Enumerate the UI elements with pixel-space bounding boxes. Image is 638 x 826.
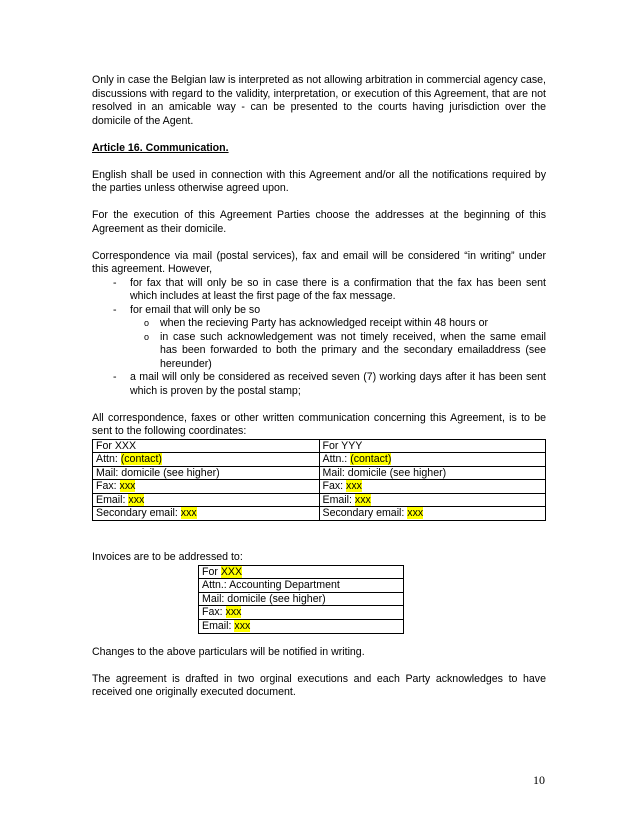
invoices-paragraph: Invoices are to be addressed to: [92,551,243,564]
table-row [199,565,404,579]
bullet-mail [92,371,546,398]
dash-marker: - [113,371,117,383]
invoice-table [198,565,404,634]
bullet-fax-text: for fax that will only be so in case there is a confirmation that the fax has been sent which includes at least the first page of the fax message. [130,276,546,302]
highlight-placeholder: xxx [128,493,145,506]
sub-bullet-forwarded [92,331,546,372]
highlight-placeholder: xxx [354,493,371,506]
table-cell: Mail: domicile (see higher) [93,466,320,480]
table-cell: Email: xxx [319,493,546,507]
correspondence-paragraph: Correspondence via mail (postal services), fax and email will be considered “in writing” under this agreement. However, [92,249,546,275]
highlight-placeholder: xxx [180,507,197,520]
addresses-paragraph: For the execution of this Agreement Parties choose the addresses at the beginning of this Agreement as their domicile. [92,209,546,235]
sub-bullet-acknowledged [92,317,546,331]
table-cell: For XXX [93,439,320,453]
page-number: 10 [533,773,545,787]
table-cell: Mail: domicile (see higher) [199,592,404,606]
dash-marker: - [113,303,117,316]
table-row [93,439,546,453]
bullet-email [92,304,546,318]
table-cell: Attn.: Accounting Department [199,579,404,593]
bullet-mail-text: a mail will only be considered as received seven (7) working days after it has been sent which is proven by the postal stamp; [130,371,546,397]
intro-paragraph: Only in case the Belgian law is interpreted as not allowing arbitration in commercial agency case, discussions with regard to the validity, interpretation, or execution of this Agreement, that are not resolved in an amicable way - can be presented to the courts having jurisdiction over the domicile of the Agent. [92,74,546,127]
table-row [199,592,404,606]
table-cell: Mail: domicile (see higher) [319,466,546,480]
highlight-placeholder: xxx [234,619,251,632]
coordinates-table [92,439,546,522]
language-paragraph: English shall be used in connection with this Agreement and/or all the notifications required by the parties unless otherwise agreed upon. [92,168,546,194]
table-row [199,606,404,620]
highlight-placeholder: (contact) [350,453,392,466]
table-row [93,507,546,521]
table-cell: Fax: xxx [93,480,320,494]
sub-bullet-forwarded-text: in case such acknowledgement was not timely received, when the same email has been forwarded to both the primary and the secondary emailaddress (see hereunder) [160,330,546,370]
highlight-placeholder: xxx [119,480,136,493]
table-row [199,579,404,593]
circle-marker: o [144,331,150,342]
article-heading: Article 16. Communication. [92,141,229,154]
coordinates-paragraph: All correspondence, faxes or other written communication concerning this Agreement, is to be sent to the following coordinates: [92,411,546,437]
highlight-placeholder: xxx [407,507,424,520]
table-cell: Fax: xxx [199,606,404,620]
highlight-placeholder: XXX [220,565,243,578]
table-cell: Attn: (contact) [93,453,320,467]
table-cell: Secondary email: xxx [93,507,320,521]
table-row [93,453,546,467]
bullet-fax [92,277,546,304]
circle-marker: o [144,318,150,328]
table-cell: Secondary email: xxx [319,507,546,521]
table-cell: Email: xxx [93,493,320,507]
changes-paragraph: Changes to the above particulars will be notified in writing. [92,645,365,658]
highlight-placeholder: (contact) [120,453,162,466]
table-row [93,466,546,480]
table-cell: Attn.: (contact) [319,453,546,467]
highlight-placeholder: xxx [346,480,362,493]
table-cell: For YYY [319,439,546,453]
document-page [92,74,546,700]
dash-marker: - [113,276,117,289]
sub-bullet-acknowledged-text: when the recieving Party has acknowledged receipt within 48 hours or [160,317,489,329]
table-cell: Fax: xxx [319,480,546,494]
table-cell: Email: xxx [199,619,404,633]
table-row [93,493,546,507]
table-row [199,619,404,633]
drafted-paragraph: The agreement is drafted in two orginal executions and each Party acknowledges to have received one originally executed document. [92,672,546,699]
bullet-email-text: for email that will only be so [130,303,261,316]
highlight-placeholder: xxx [225,606,242,619]
table-cell: For XXX [199,565,404,579]
table-row [93,480,546,494]
